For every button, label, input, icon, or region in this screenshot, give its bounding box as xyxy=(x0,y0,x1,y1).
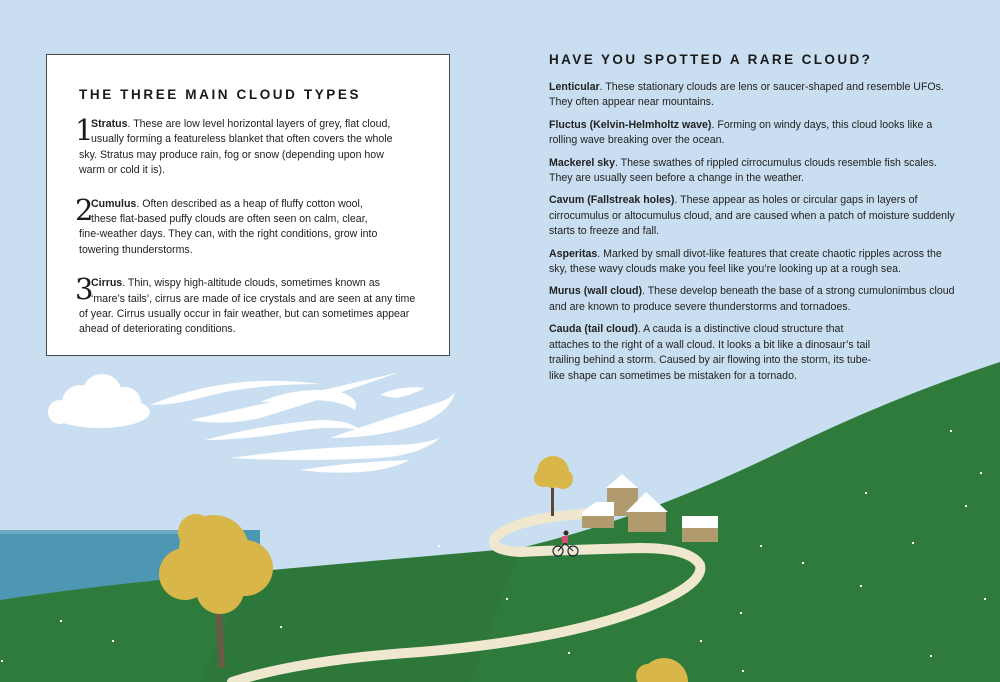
cloud-type-text-cont: sky. Stratus may produce rain, fog or snow (depending upon how warm or cold it is). xyxy=(79,148,384,177)
main-cloud-types-box xyxy=(46,54,450,356)
rare-cloud-item: Cavum (Fallstreak holes). These appear as holes or circular gaps in layers of cirrocumulus or altocumulus cloud, and are caused when a patch of moisture suddenly starts to freeze and fall. xyxy=(549,194,955,238)
cloud-type-name: Stratus xyxy=(91,118,128,130)
cloud-type-text-cont: of year. Cirrus usually occur in fair weather, but can sometimes appear ahead of deteriorating conditions. xyxy=(79,308,410,336)
rare-cloud-item: Mackerel sky. These swathes of rippled cirrocumulus clouds resemble fish scales. They are usually seen before a change in the weather. xyxy=(549,156,937,185)
cloud-type-text: Stratus. These are low level horizontal layers of grey, flat cloud, usually forming a featureless blanket that often covers the whole xyxy=(91,118,393,146)
rare-cloud-item: Fluctus (Kelvin-Helmholtz wave). Forming on windy days, this cloud looks like a rolling wave breaking over the ocean. xyxy=(549,118,933,147)
cloud-type-number: 3 xyxy=(75,272,94,307)
rare-cloud-name: Asperitas xyxy=(549,247,598,260)
rare-cloud-item: Cauda (tail cloud). A cauda is a distinctive cloud structure that attaches to the right of a wall cloud. It looks a bit like a dinosaur’s tail trailing behind a storm. Caused by air flowing into the storm, its tube-like shape can sometimes be mistaken for a tornado. xyxy=(549,323,872,382)
cloud-type-text-cont: fine-weather days. They can, with the right conditions, grow into towering thunderstorms. xyxy=(79,228,378,256)
rare-cloud-item: Asperitas. Marked by small divot-like features that create chaotic ripples across the sky, these wavy clouds make you feel like you’re looking up at a rough sea. xyxy=(549,247,942,276)
rare-cloud-name: Mackerel sky xyxy=(549,156,615,169)
rare-cloud-item: Lenticular. These stationary clouds are lens or saucer-shaped and resemble UFOs. They often appear near mountains. xyxy=(549,81,944,109)
rare-cloud-name: Cauda (tail cloud) xyxy=(549,323,638,336)
rare-clouds-section xyxy=(549,52,959,391)
rare-cloud-item: Murus (wall cloud). These develop beneath the base of a strong cumulonimbus cloud and are known to produce severe thunderstorms and tornadoes. xyxy=(549,285,955,313)
main-cloud-types-title: THE THREE MAIN CLOUD TYPES xyxy=(79,87,362,102)
cloud-type-number: 1 xyxy=(75,113,94,147)
cloud-type-cirrus xyxy=(75,272,429,338)
rare-clouds-title: HAVE YOU SPOTTED A RARE CLOUD? xyxy=(549,52,873,67)
cloud-type-name: Cirrus xyxy=(91,277,123,290)
rare-cloud-name: Murus (wall cloud) xyxy=(549,285,642,298)
cloud-type-cumulus xyxy=(75,192,429,259)
cloud-type-stratus xyxy=(75,113,429,179)
rare-cloud-name: Cavum (Fallstreak holes) xyxy=(549,194,675,207)
rare-cloud-name: Fluctus (Kelvin-Helmholtz wave) xyxy=(549,118,712,131)
cloud-type-number: 2 xyxy=(75,192,94,227)
rare-cloud-name: Lenticular xyxy=(549,81,600,93)
cloud-type-name: Cumulus xyxy=(91,197,137,210)
cloud-type-text: Cirrus. Thin, wispy high-altitude clouds, sometimes known as ‘mare’s tails’, cirrus are made of ice crystals and are seen at any time xyxy=(91,277,416,305)
cloud-type-text: Cumulus. Often described as a heap of fluffy cotton wool, these flat-based puffy clouds are often seen on calm, clear, xyxy=(91,197,368,226)
